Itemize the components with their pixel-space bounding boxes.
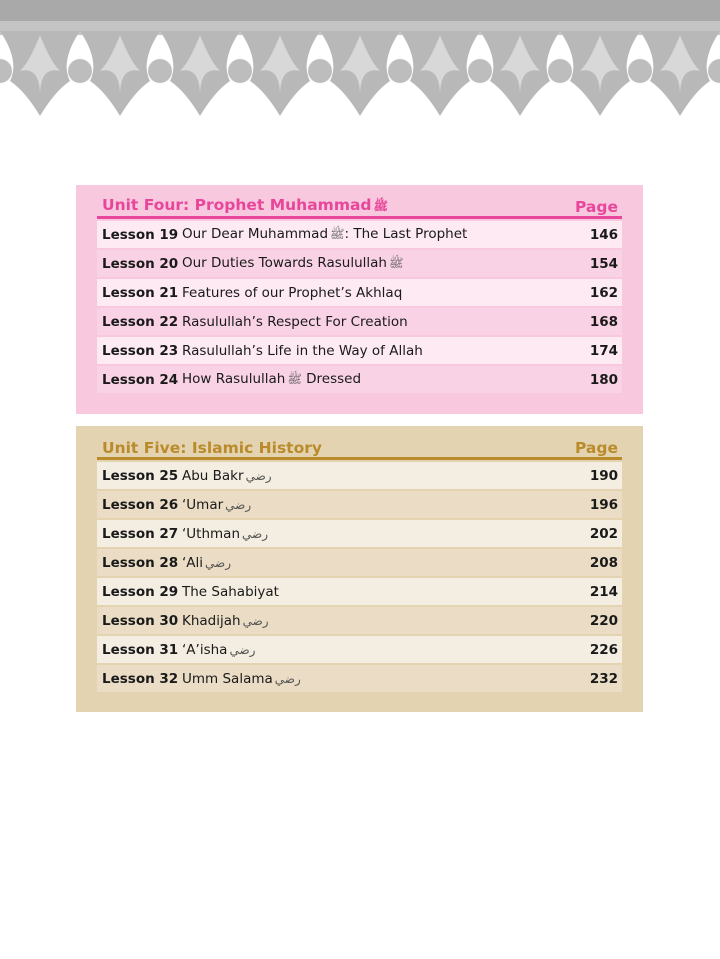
toc-row[interactable] — [97, 221, 622, 248]
unit-four-section — [76, 185, 643, 414]
saw-honorific-icon: ﷺ — [330, 226, 345, 241]
lesson-title: ‘Ali — [182, 554, 204, 571]
lesson-title-suffix: : The Last Prophet — [344, 225, 468, 242]
unit-title: Unit Four: Prophet Muhammad — [102, 196, 372, 214]
raha-honorific-icon: رضي — [229, 642, 256, 657]
page-number: 202 — [589, 525, 618, 542]
raha-honorific-icon: رضي — [274, 671, 301, 686]
toc-row[interactable] — [97, 636, 622, 663]
lesson-title: ‘Umar — [182, 496, 224, 513]
unit-five-section — [76, 426, 643, 712]
toc-row[interactable] — [97, 665, 622, 692]
lesson-title: Rasulullah’s Life in the Way of Allah — [182, 342, 423, 359]
page-number: 190 — [589, 467, 618, 484]
lesson-number: Lesson 19 — [102, 226, 179, 243]
lesson-title-suffix: Dressed — [301, 370, 362, 387]
toc-row[interactable] — [97, 520, 622, 547]
page-number: 196 — [589, 496, 618, 513]
ra-honorific-icon: رضي — [205, 555, 232, 570]
toc-row[interactable] — [97, 491, 622, 518]
lesson-number: Lesson 28 — [102, 554, 179, 571]
saw-honorific-icon: ﷺ — [287, 371, 302, 386]
page-number: 208 — [589, 554, 618, 571]
unit-title: Unit Five: Islamic History — [102, 439, 322, 457]
page-number: 154 — [589, 255, 618, 272]
lesson-title: Umm Salama — [182, 670, 273, 687]
raha-honorific-icon: رضي — [242, 613, 269, 628]
lesson-title: ‘Uthman — [182, 525, 241, 542]
lesson-title: How Rasulullah — [182, 370, 286, 387]
lesson-title: Abu Bakr — [182, 467, 244, 484]
ra-honorific-icon: رضي — [245, 468, 272, 483]
lesson-title: Khadijah — [182, 612, 241, 629]
unit-header — [97, 432, 622, 460]
page-number: 162 — [589, 284, 618, 301]
lesson-number: Lesson 32 — [102, 670, 179, 687]
saw-honorific-icon: ﷺ — [373, 199, 389, 213]
page-number: 214 — [589, 583, 618, 600]
lesson-title: ‘A’isha — [182, 641, 228, 658]
lace-border-decoration — [0, 21, 720, 117]
toc-row[interactable] — [97, 462, 622, 489]
toc-row[interactable] — [97, 549, 622, 576]
toc-row[interactable] — [97, 578, 622, 605]
lesson-number: Lesson 30 — [102, 612, 179, 629]
toc-row[interactable] — [97, 250, 622, 277]
lesson-number: Lesson 31 — [102, 641, 179, 658]
lesson-number: Lesson 21 — [102, 284, 179, 301]
lesson-number: Lesson 24 — [102, 371, 179, 388]
page-number: 180 — [589, 371, 618, 388]
lesson-number: Lesson 23 — [102, 342, 179, 359]
lesson-title: Our Duties Towards Rasulullah — [182, 254, 387, 271]
page-number: 220 — [589, 612, 618, 629]
page-number: 226 — [589, 641, 618, 658]
ra-honorific-icon: رضي — [242, 526, 269, 541]
saw-honorific-icon: ﷺ — [388, 255, 404, 270]
lesson-number: Lesson 26 — [102, 496, 179, 513]
page-column-label: Page — [574, 439, 618, 457]
toc-row[interactable] — [97, 607, 622, 634]
toc-row[interactable] — [97, 366, 622, 393]
lesson-title: Our Dear Muhammad — [182, 225, 329, 242]
page-number: 232 — [589, 670, 618, 687]
ra-honorific-icon: رضي — [225, 497, 252, 512]
lesson-number: Lesson 29 — [102, 583, 179, 600]
toc-row[interactable] — [97, 279, 622, 306]
lesson-number: Lesson 20 — [102, 255, 179, 272]
lesson-number: Lesson 27 — [102, 525, 179, 542]
lesson-title: Features of our Prophet’s Akhlaq — [182, 284, 403, 301]
lesson-title: Rasulullah’s Respect For Creation — [182, 313, 408, 330]
toc-row[interactable] — [97, 337, 622, 364]
page-number: 168 — [589, 313, 618, 330]
page-number: 174 — [589, 342, 618, 359]
lesson-title: The Sahabiyat — [182, 583, 279, 600]
unit-header — [97, 191, 622, 219]
page-column-label: Page — [574, 198, 618, 216]
toc-row[interactable] — [97, 308, 622, 335]
lesson-number: Lesson 22 — [102, 313, 179, 330]
lesson-number: Lesson 25 — [102, 467, 179, 484]
top-band — [0, 0, 720, 21]
page-number: 146 — [589, 226, 618, 243]
